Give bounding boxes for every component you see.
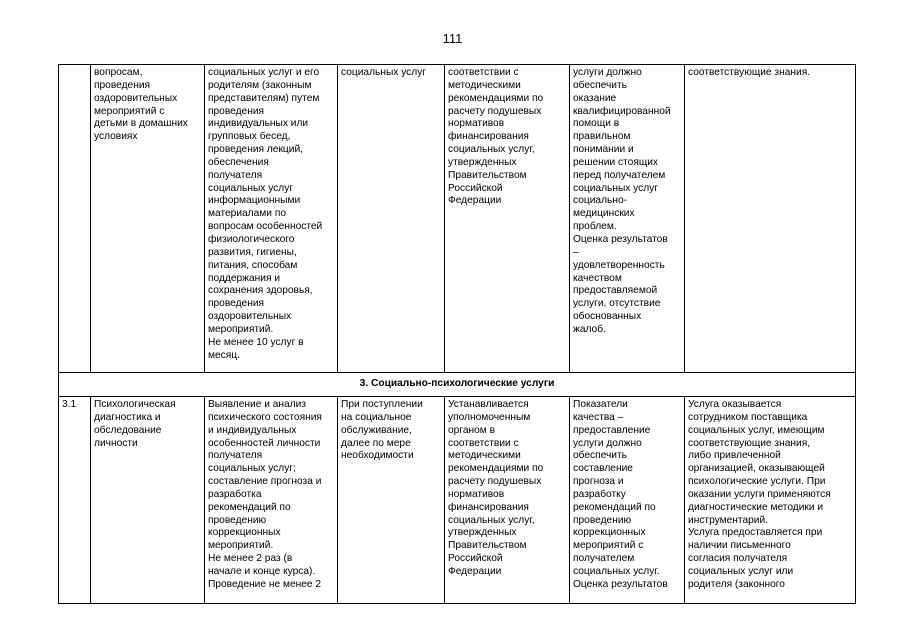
cell-tariff: Устанавливается уполномоченным органом в соответствии с методическими рекомендациями по расчету подушевых нормативов финансирования социальных услуг, утвержденных Правительством Российской Федерации: [445, 397, 570, 604]
cell-number: [59, 65, 91, 373]
services-table: [58, 64, 856, 604]
cell-service-content: социальных услуг и его родителям (законным представителям) путем проведения индивидуальных или групповых бесед, проведения лекций, обеспечения получателя социальных услуг информационными материалами по вопросам особенностей физиологического развития, гигиены, питания, способам поддержания и сохранения здоровья, проведения оздоровительных мероприятий. Не менее 10 услуг в месяц.: [205, 65, 338, 373]
cell-conditions: соответствующие знания.: [685, 65, 856, 373]
section-row: [59, 373, 856, 397]
section-title: 3. Социально-психологические услуги: [59, 373, 856, 397]
cell-service-term: социальных услуг: [338, 65, 445, 373]
page-number: 111: [442, 31, 463, 46]
cell-quality: услуги должно обеспечить оказание квалифицированной помощи в правильном понимании и решении стоящих перед получателем социальных услуг социально- медицинских проблем. Оценка результатов – удовлетворенность качеством предоставляемой услуги, отсутствие обоснованных жалоб.: [570, 65, 685, 373]
cell-conditions: Услуга оказывается сотрудником поставщика социальных услуг, имеющим соответствующие знания, либо привлеченной организацией, оказывающей психологические услуги. При оказании услуги применяются диагностические методики и инструментарий. Услуга предоставляется при наличии письменного согласия получателя социальных услуг или родителя (законного: [685, 397, 856, 604]
cell-service-name: вопросам, проведения оздоровительных мероприятий с детьми в домашних условиях: [91, 65, 205, 373]
cell-quality: Показатели качества – предоставление услуги должно обеспечить составление прогноза и разработку рекомендаций по проведению коррекционных мероприятий с получателем социальных услуг. Оценка результатов: [570, 397, 685, 604]
table-row: [59, 397, 856, 604]
cell-service-content: Выявление и анализ психического состояния и индивидуальных особенностей личности получателя социальных услуг; составление прогноза и разработка рекомендаций по проведению коррекционных мероприятий. Не менее 2 раз (в начале и конце курса). Проведение не менее 2: [205, 397, 338, 604]
cell-service-term: При поступлении на социальное обслуживание, далее по мере необходимости: [338, 397, 445, 604]
cell-service-name: Психологическая диагностика и обследование личности: [91, 397, 205, 604]
cell-tariff: соответствии с методическими рекомендациями по расчету подушевых нормативов финансирования социальных услуг, утвержденных Правительством Российской Федерации: [445, 65, 570, 373]
cell-number: 3.1: [59, 397, 91, 604]
table-row: [59, 65, 856, 373]
